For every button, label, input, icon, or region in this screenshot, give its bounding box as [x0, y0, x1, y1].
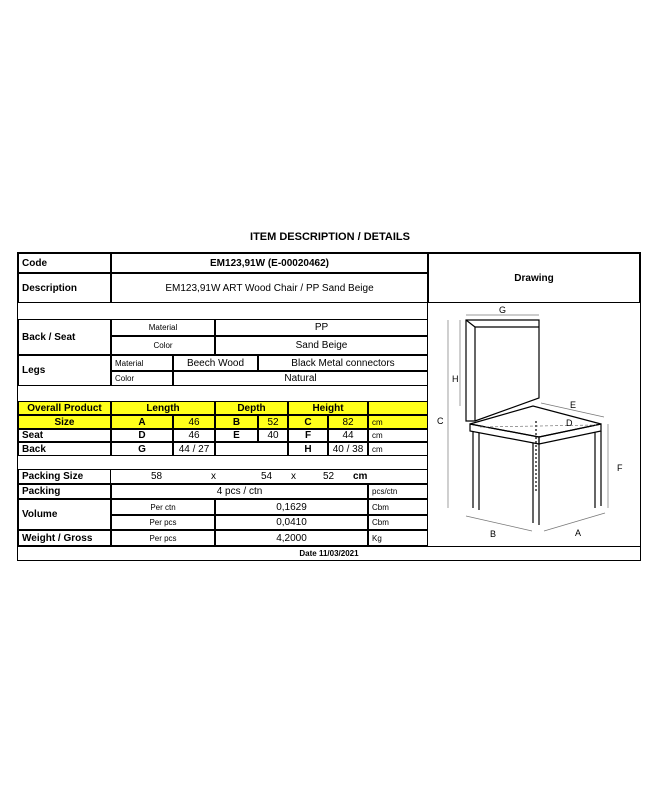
volume-unit-1: Cbm [368, 499, 428, 515]
back-seat-label: Back / Seat [18, 319, 111, 355]
dim-a-value: 46 [173, 415, 215, 429]
back-seat-material: PP [215, 319, 428, 336]
weight-per-pcs-label: Per pcs [111, 530, 215, 546]
back-label: Back [18, 442, 111, 456]
dim-e-label: E [215, 429, 258, 442]
overall-label-line2: Size [18, 415, 111, 429]
overall-label-line1: Overall Product [18, 401, 111, 415]
dim-a-label: A [111, 415, 173, 429]
legs-label: Legs [18, 355, 111, 386]
description-value: EM123,91W ART Wood Chair / PP Sand Beige [111, 273, 428, 303]
dim-d-label: D [111, 429, 173, 442]
spec-sheet [17, 252, 641, 561]
packing-size-v2: 54 [261, 471, 273, 482]
back-blank [215, 442, 288, 456]
back-unit: cm [368, 442, 428, 456]
dim-label-a: A [575, 528, 582, 538]
back-seat-color: Sand Beige [215, 336, 428, 355]
packing-value: 4 pcs / ctn [111, 484, 368, 499]
dim-d-value: 46 [173, 429, 215, 442]
packing-size-v3: 52 [323, 471, 335, 482]
depth-header: Depth [215, 401, 288, 415]
height-header: Height [288, 401, 368, 415]
packing-size-x1: x [211, 471, 216, 482]
date-label: Date 11/03/2021 [18, 546, 640, 560]
length-header: Length [111, 401, 215, 415]
packing-size-label: Packing Size [18, 469, 111, 484]
dim-label-d: D [566, 418, 573, 428]
volume-per-pcs: 0,0410 [215, 515, 368, 530]
code-label: Code [18, 253, 111, 273]
dim-label-e: E [570, 400, 577, 410]
weight-unit: Kg [368, 530, 428, 546]
dim-f-value: 44 [328, 429, 368, 442]
dim-h-value: 40 / 38 [328, 442, 368, 456]
description-label: Description [18, 273, 111, 303]
legs-material-label: Material [111, 355, 173, 371]
volume-per-pcs-label: Per pcs [111, 515, 215, 530]
dim-e-value: 40 [258, 429, 288, 442]
dim-c-label: C [288, 415, 328, 429]
unit-header-blank [368, 401, 428, 415]
dim-label-g: G [499, 305, 507, 315]
weight-label: Weight / Gross [18, 530, 111, 546]
legs-material-1: Beech Wood [173, 355, 258, 371]
chair-drawing [428, 303, 640, 546]
dim-label-f: F [617, 463, 623, 473]
dim-label-h: H [452, 374, 459, 384]
legs-color-label: Color [111, 371, 173, 386]
volume-per-ctn: 0,1629 [215, 499, 368, 515]
code-value: EM123,91W (E-00020462) [111, 253, 428, 273]
legs-material-2: Black Metal connectors [258, 355, 428, 371]
dim-b-label: B [215, 415, 258, 429]
legs-color: Natural [173, 371, 428, 386]
dim-g-value: 44 / 27 [173, 442, 215, 456]
page-title: ITEM DESCRIPTION / DETAILS [250, 231, 410, 243]
dim-h-label: H [288, 442, 328, 456]
dim-label-b: B [490, 529, 497, 539]
overall-unit: cm [368, 415, 428, 429]
packing-size-row [111, 469, 428, 484]
volume-label: Volume [18, 499, 111, 530]
packing-unit: pcs/ctn [368, 484, 428, 499]
volume-per-ctn-label: Per ctn [111, 499, 215, 515]
dim-label-c: C [437, 416, 444, 426]
dim-g-label: G [111, 442, 173, 456]
packing-label: Packing [18, 484, 111, 499]
packing-size-x2: x [291, 471, 296, 482]
back-seat-color-label: Color [111, 336, 215, 355]
back-seat-material-label: Material [111, 319, 215, 336]
packing-size-v1: 58 [151, 471, 163, 482]
packing-size-unit: cm [353, 471, 368, 482]
dim-c-value: 82 [328, 415, 368, 429]
volume-unit-2: Cbm [368, 515, 428, 530]
weight-value: 4,2000 [215, 530, 368, 546]
drawing-title: Drawing [428, 253, 640, 303]
seat-unit: cm [368, 429, 428, 442]
dim-f-label: F [288, 429, 328, 442]
dim-b-value: 52 [258, 415, 288, 429]
seat-label: Seat [18, 429, 111, 442]
